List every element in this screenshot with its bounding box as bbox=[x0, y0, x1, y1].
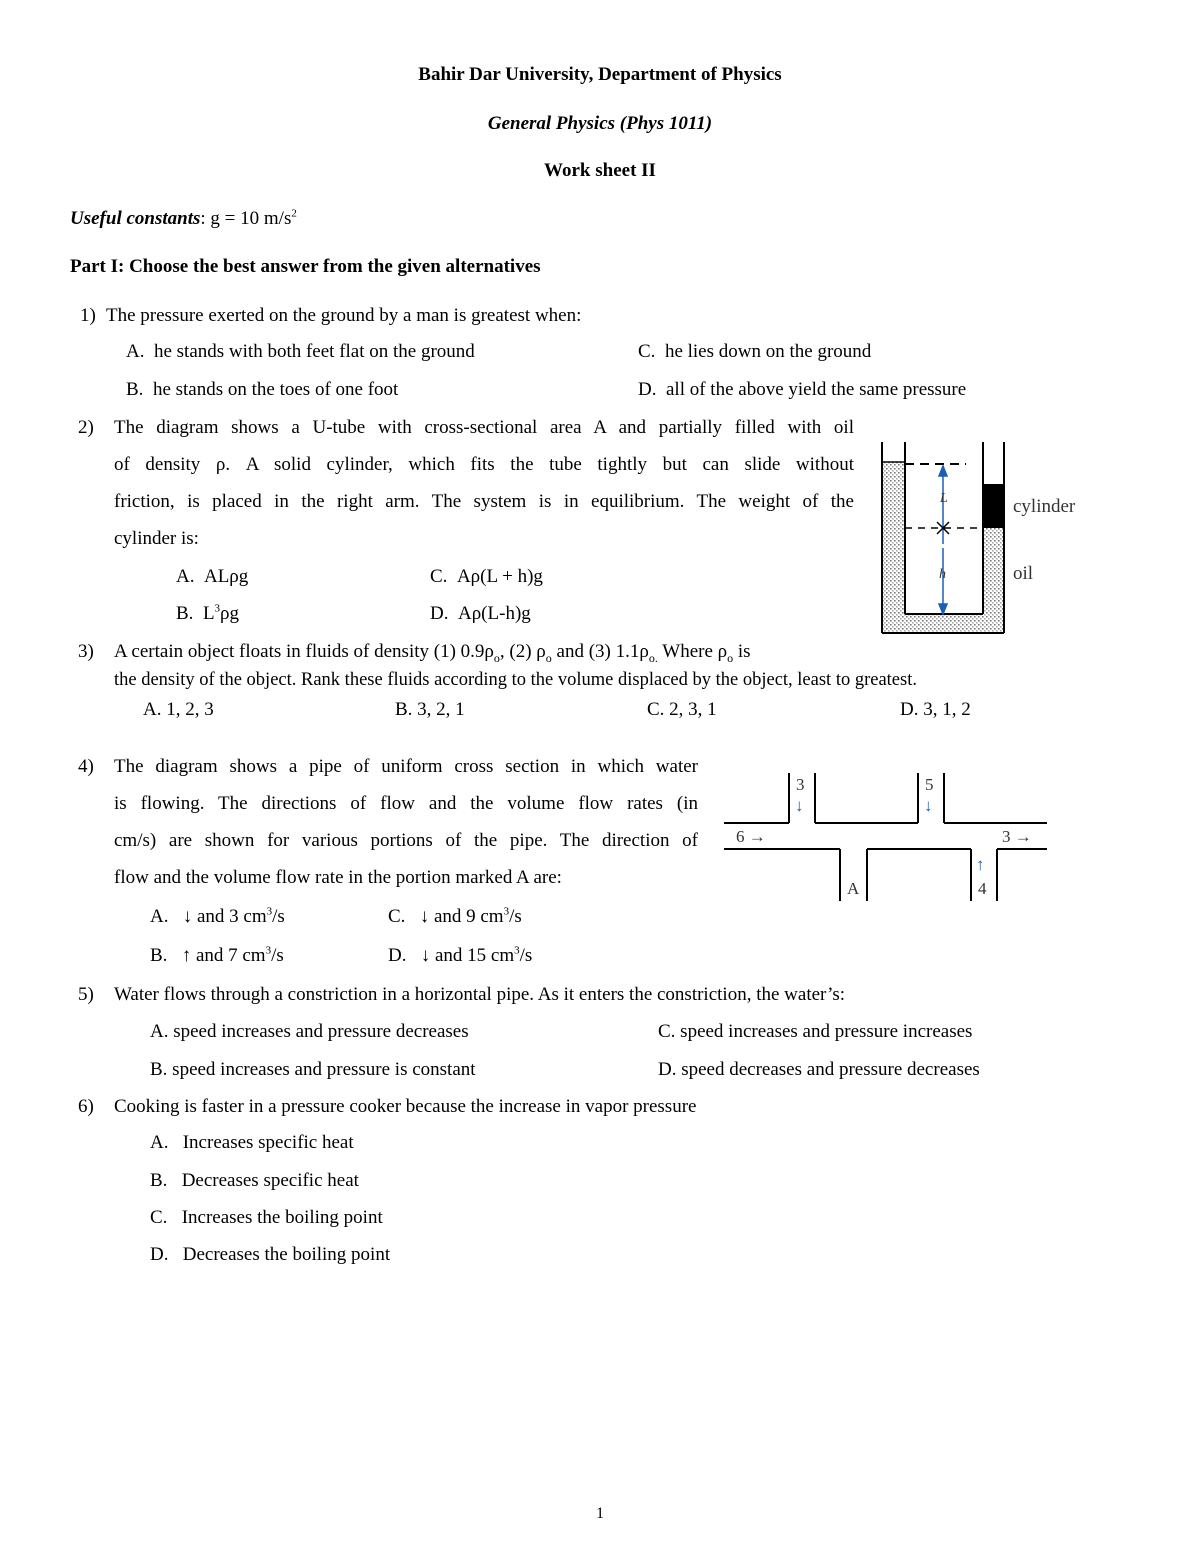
q3-option-c: C. 2, 3, 1 bbox=[647, 699, 717, 720]
q5-option-a: A. speed increases and pressure decreases bbox=[150, 1021, 469, 1042]
q4-d-text: ↓ and 15 cm bbox=[420, 945, 515, 966]
q1-a-text: he stands with both feet flat on the ground bbox=[153, 341, 475, 362]
q2-number: 2) bbox=[78, 417, 94, 438]
q3-s4: o bbox=[727, 650, 734, 665]
q6-b-letter: B. bbox=[150, 1170, 168, 1191]
q4-c-post: /s bbox=[509, 906, 522, 927]
q4-option-b bbox=[150, 945, 284, 967]
q3-t3: and (3) 1.1ρ bbox=[551, 641, 649, 662]
q2-line3: friction, is placed in the right arm. The system is in equilibrium. The weight of the bbox=[114, 491, 854, 512]
inflow-label: 6 → bbox=[736, 827, 766, 846]
q3-t1: A certain object floats in fluids of density (1) 0.9ρ bbox=[114, 641, 494, 662]
q1-b-letter: B. bbox=[126, 379, 144, 400]
q6-d-text: Decreases the boiling point bbox=[182, 1244, 391, 1265]
q2-b-text: L bbox=[202, 603, 215, 624]
q1-number: 1) bbox=[80, 305, 96, 326]
u-tube-diagram bbox=[870, 436, 1090, 640]
q4-b-post: /s bbox=[271, 945, 284, 966]
q3-s2: o bbox=[545, 650, 552, 665]
page-number: 1 bbox=[596, 1505, 604, 1522]
q2-line2: of density ρ. A solid cylinder, which fits the tube tightly but can slide without bbox=[114, 454, 854, 475]
q4-d-post: /s bbox=[519, 945, 533, 966]
q5-option-c: C. speed increases and pressure increases bbox=[658, 1021, 973, 1042]
q6-c-text: Increases the boiling point bbox=[181, 1207, 383, 1228]
q4-a-exp: 3 bbox=[266, 905, 273, 918]
q4-c-exp: 3 bbox=[503, 905, 510, 918]
q6-a-letter: A. bbox=[150, 1132, 169, 1153]
q6-c-letter: C. bbox=[150, 1207, 168, 1228]
q5-option-b: B. speed increases and pressure is constant bbox=[150, 1059, 476, 1080]
worksheet-title: Work sheet II bbox=[544, 160, 656, 181]
q6-number: 6) bbox=[78, 1096, 94, 1117]
part1-title: Part I: Choose the best answer from the given alternatives bbox=[70, 256, 541, 277]
q6-option-d bbox=[150, 1244, 390, 1266]
q5-option-d: D. speed decreases and pressure decreases bbox=[658, 1059, 980, 1080]
q4-option-d bbox=[388, 945, 532, 967]
q6-option-b bbox=[150, 1170, 359, 1192]
q2-option-c bbox=[430, 566, 543, 588]
q1-c-text: he lies down on the ground bbox=[664, 341, 872, 362]
outflow-label: 3 → bbox=[1002, 827, 1032, 846]
q2-line1: The diagram shows a U-tube with cross-sectional area A and partially filled with oil bbox=[114, 417, 854, 438]
q4-number: 4) bbox=[78, 756, 94, 777]
label-oil: oil bbox=[1013, 563, 1034, 584]
q1-b-text: he stands on the toes of one foot bbox=[152, 379, 399, 400]
q3-t4: Where ρ bbox=[657, 641, 728, 662]
q4-option-a bbox=[150, 906, 285, 928]
q1-option-a bbox=[126, 341, 475, 363]
pipe-diagram bbox=[718, 768, 1052, 906]
q4-d-exp: 3 bbox=[514, 944, 520, 957]
q3-t5: is bbox=[733, 641, 751, 662]
q3-line1 bbox=[114, 641, 751, 663]
q1-d-text: all of the above yield the same pressure bbox=[665, 379, 967, 400]
q4-line4: flow and the volume flow rate in the portion marked A are: bbox=[114, 867, 562, 888]
constants-exp: 2 bbox=[291, 207, 297, 220]
q4-c-text: ↓ and 9 cm bbox=[419, 906, 504, 927]
q2-option-b bbox=[176, 603, 239, 625]
q3-line2: the density of the object. Rank these fluids according to the volume displaced by the object, least to greatest. bbox=[114, 670, 917, 690]
cylinder-block bbox=[982, 484, 1004, 528]
q1-text: The pressure exerted on the ground by a man is greatest when: bbox=[106, 305, 582, 326]
portion-a-label: A bbox=[847, 879, 860, 898]
q4-line3: cm/s) are shown for various portions of the pipe. The direction of bbox=[114, 830, 698, 851]
q2-c-letter: C. bbox=[430, 566, 448, 587]
q4-a-letter: A. bbox=[150, 906, 169, 927]
q5-number: 5) bbox=[78, 984, 94, 1005]
q4-line1: The diagram shows a pipe of uniform cross section in which water bbox=[114, 756, 698, 777]
q4-d-letter: D. bbox=[388, 945, 407, 966]
q6-a-text: Increases specific heat bbox=[182, 1132, 354, 1153]
q4-option-c bbox=[388, 906, 522, 928]
q2-b-exp: 3 bbox=[214, 602, 221, 615]
constants-value: : g = 10 m/s bbox=[200, 208, 292, 229]
top-left-arrow: ↓ bbox=[795, 796, 804, 815]
q2-option-d bbox=[430, 603, 531, 625]
q4-a-post: /s bbox=[272, 906, 285, 927]
q1-d-letter: D. bbox=[638, 379, 657, 400]
q2-a-text: ALρg bbox=[203, 566, 249, 587]
q1-option-b bbox=[126, 379, 398, 401]
q3-option-a: A. 1, 2, 3 bbox=[143, 699, 214, 720]
q2-b-text-post: ρg bbox=[220, 603, 240, 624]
q6-option-c bbox=[150, 1207, 383, 1229]
q2-option-a bbox=[176, 566, 248, 588]
q6-option-a bbox=[150, 1132, 354, 1154]
q6-b-text: Decreases specific heat bbox=[181, 1170, 359, 1191]
q3-t2: , (2) ρ bbox=[499, 641, 546, 662]
q4-b-exp: 3 bbox=[265, 944, 272, 957]
top-right-rate: 5 bbox=[925, 775, 934, 794]
q3-number: 3) bbox=[78, 641, 94, 662]
top-right-arrow: ↓ bbox=[924, 796, 933, 815]
course-title: General Physics (Phys 1011) bbox=[487, 113, 713, 134]
q1-c-letter: C. bbox=[638, 341, 656, 362]
bottom-right-rate: 4 bbox=[978, 879, 987, 898]
top-left-rate: 3 bbox=[796, 775, 805, 794]
q4-line2: is flowing. The directions of flow and the volume flow rates (in bbox=[114, 793, 698, 814]
q1-a-letter: A. bbox=[126, 341, 145, 362]
university-title: Bahir Dar University, Department of Physics bbox=[418, 64, 782, 85]
q4-a-text: ↓ and 3 cm bbox=[182, 906, 267, 927]
q3-option-b: B. 3, 2, 1 bbox=[395, 699, 465, 720]
q2-a-letter: A. bbox=[176, 566, 195, 587]
q2-line4: cylinder is: bbox=[114, 528, 199, 549]
q2-c-text: Aρ(L + h)g bbox=[456, 566, 543, 587]
dimension-arrows bbox=[937, 466, 949, 614]
label-L: L bbox=[940, 491, 948, 506]
q1-option-d bbox=[638, 379, 966, 401]
q6-text: Cooking is faster in a pressure cooker because the increase in vapor pressure bbox=[114, 1096, 697, 1117]
q2-d-text: Aρ(L-h)g bbox=[457, 603, 531, 624]
label-cylinder: cylinder bbox=[1013, 496, 1076, 517]
q4-b-text: ↑ and 7 cm bbox=[181, 945, 266, 966]
useful-constants bbox=[70, 208, 297, 230]
q1-option-c bbox=[638, 341, 871, 363]
q2-d-letter: D. bbox=[430, 603, 449, 624]
q3-option-d: D. 3, 1, 2 bbox=[900, 699, 971, 720]
q3-s1: o bbox=[493, 650, 500, 665]
q3-s3: o. bbox=[648, 650, 658, 665]
label-h: h bbox=[939, 567, 946, 582]
q2-b-letter: B. bbox=[176, 603, 194, 624]
q4-b-letter: B. bbox=[150, 945, 168, 966]
q6-d-letter: D. bbox=[150, 1244, 169, 1265]
bottom-right-arrow: ↑ bbox=[976, 855, 985, 874]
q4-c-letter: C. bbox=[388, 906, 406, 927]
pipe-walls bbox=[724, 773, 1047, 901]
constants-label: Useful constants bbox=[70, 208, 201, 229]
q5-text: Water flows through a constriction in a horizontal pipe. As it enters the constriction, the water’s: bbox=[114, 984, 846, 1005]
